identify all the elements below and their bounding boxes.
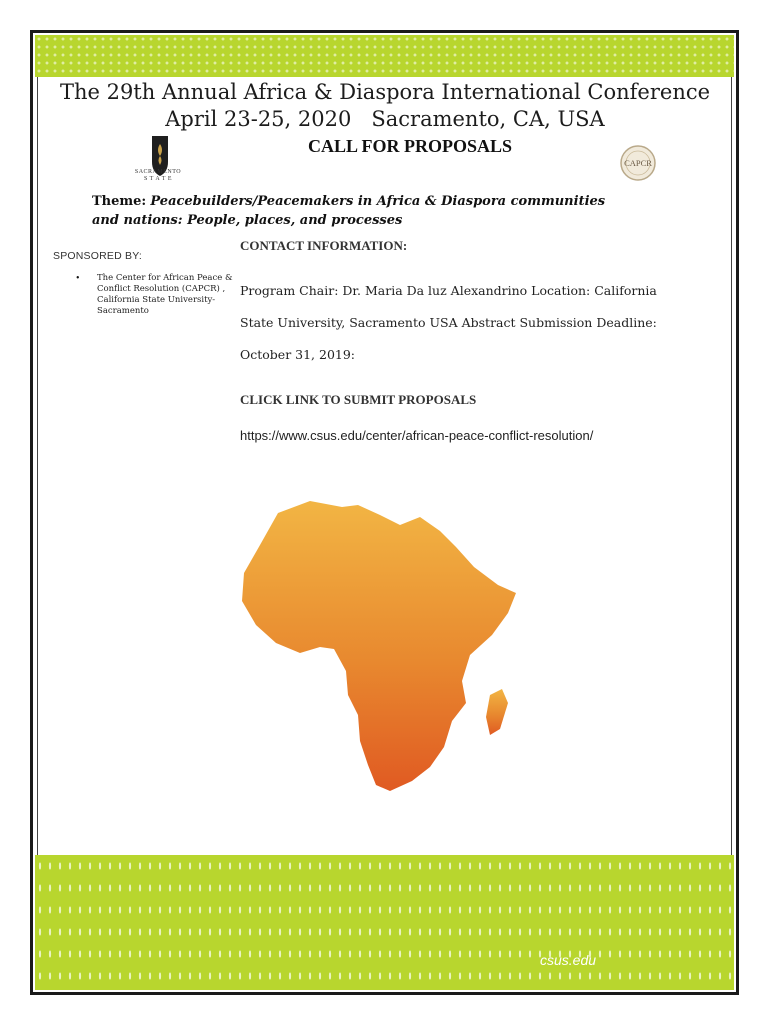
bullet-icon: • xyxy=(76,273,80,284)
submission-link[interactable]: https://www.csus.edu/center/african-peace-conflict-resolution/ xyxy=(240,428,594,443)
africa-map-icon xyxy=(230,485,530,805)
capcr-seal-icon xyxy=(620,145,656,181)
svg-text:CAPCR: CAPCR xyxy=(624,158,652,168)
theme-text: Peacebuilders/Peacemakers in Africa & Diaspora communities and nations: People, places, and processes xyxy=(92,194,606,228)
contact-information-heading: CONTACT INFORMATION: xyxy=(240,238,408,253)
theme-statement xyxy=(92,192,632,230)
conference-dates-location: April 23-25, 2020 Sacramento, CA, USA xyxy=(165,107,605,131)
conference-title: The 29th Annual Africa & Diaspora International Conference xyxy=(59,80,711,104)
footer-site-link[interactable]: csus.edu xyxy=(540,952,597,968)
bottom-decorative-band xyxy=(35,855,734,990)
contact-information-text: Program Chair: Dr. Maria Da luz Alexandrino Location: California State University, Sacramento USA Abstract Submission Deadline: October 31, 2019: xyxy=(240,283,657,362)
call-for-proposals-heading: CALL FOR PROPOSALS xyxy=(307,136,513,156)
top-decorative-band xyxy=(35,35,734,77)
sacramento-state-wordmark: SACRAMENTO S T A T E xyxy=(134,169,182,182)
sponsored-by-heading: SPONSORED BY: xyxy=(53,250,142,262)
sponsor-item: The Center for African Peace & Conflict Resolution (CAPCR) , California State University-Sacramento xyxy=(97,273,233,316)
submit-proposals-heading: CLICK LINK TO SUBMIT PROPOSALS xyxy=(240,392,477,407)
theme-label: Theme: xyxy=(92,194,147,209)
